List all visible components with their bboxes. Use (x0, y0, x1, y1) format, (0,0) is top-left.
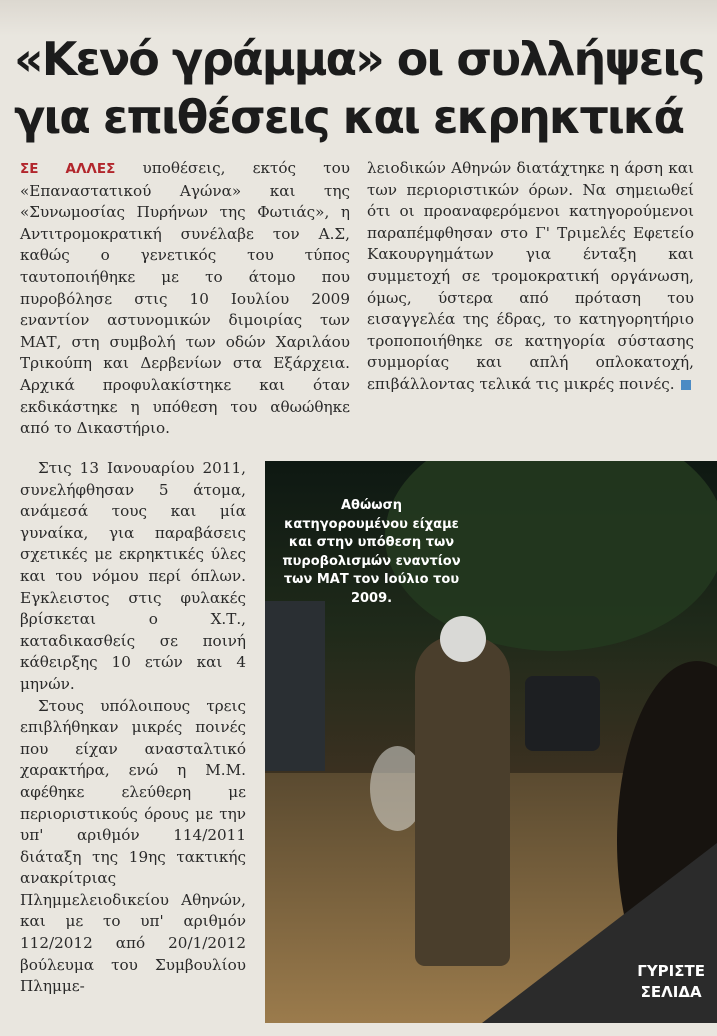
headline (14, 30, 709, 146)
photo-helmet (440, 616, 486, 662)
article-column-3 (20, 458, 246, 998)
end-of-article-icon (681, 380, 691, 390)
column-1-text: υποθέσεις, εκτός του «Επαναστατικού Αγώνα» και της «Συνωμοσίας Πυρήνων της Φωτιάς», η Αντιτρομοκρατική συνέλαβε τον Α.Σ, καθώς ο γενετικός του τύπος ταυτοποιήθηκε με το άτομο που πυροβόλησε στις 10 Ιουλίου 2009 εναντίον αστυνομικών διμοιρίας των ΜΑΤ, στη συμβολή των οδών Χαριλάου Τρικούπη και Δερβενίων στα Εξάρχεια. Αρχικά προφυλακίστηκε και όταν εκδικάστηκε η υπόθεση του αθωώθηκε από το Δικαστήριο. (20, 159, 350, 438)
headline-line-1: «Κενό γράμμα» οι συλλήψεις (14, 32, 704, 86)
article-paragraph (367, 158, 694, 396)
turn-page-line-2: ΣΕΛΙΔΑ (640, 983, 702, 1001)
photo-car (525, 676, 600, 751)
news-photo (265, 461, 717, 1023)
article-column-2 (367, 158, 694, 396)
article-paragraph: Στις 13 Ιανουαρίου 2011, συνελήφθησαν 5 άτομα, ανάμεσά τους και μία γυναίκα, για παραβάσεις σχετικές με εκρηκτικές ύλες και του νόμου περί όπλων. Εγκλειστος στις φυλακές βρίσκεται ο Χ.Τ., καταδικασθείς σε ποινή κάθειρξης 10 ετών και 4 μηνών. (20, 459, 246, 693)
photo-caption: Αθώωση κατηγορουμένου είχαμε και στην υπόθεση των πυροβολισμών εναντίον των ΜΑΤ τον Ιούλιο του 2009. (282, 498, 461, 606)
lead-in: ΣΕ ΑΛΛΕΣ (20, 161, 116, 177)
turn-page-line-1: ΓΥΡΙΣΤΕ (637, 962, 705, 980)
turn-page-label (637, 961, 705, 1003)
photo-riot-police-officer (415, 636, 510, 966)
article-paragraph (20, 158, 350, 440)
article-column-1 (20, 158, 350, 440)
photo-bus (265, 601, 325, 771)
headline-line-2: για επιθέσεις και εκρηκτικά (14, 90, 684, 144)
article-paragraph: Στους υπόλοιπους τρεις επιβλήθηκαν μικρές ποινές που είχαν ανασταλτικό χαρακτήρα, ενώ η Μ.Μ. αφέθηκε ελεύθερη με περιοριστικούς όρους με την υπ' αριθμόν 114/2011 διάταξη της 19ης τακτικής ανακρίτριας Πλημμελειοδικείου Αθηνών, και με το υπ' αριθμόν 112/2012 από 20/1/2012 βούλευμα του Συμβουλίου Πλημμε- (20, 696, 246, 996)
column-2-text: λειοδικών Αθηνών διατάχτηκε η άρση και των περιοριστικών όρων. Να σημειωθεί ότι οι προαναφερόμενοι κατηγορούμενοι παραπέμφθησαν στο Γ' Τριμελές Εφετείο Κακουργημάτων για ένταξη και συμμετοχή σε τρομοκρατική οργάνωση, όμως, ύστερα από πρόταση του εισαγγελέα της έδρας, το κατηγορητήριο τροποποιήθηκε σε κατηγορία σύστασης συμμορίας και απλή οπλοκατοχή, επιβάλλοντας τελικά τις μικρές ποινές. (367, 159, 694, 393)
